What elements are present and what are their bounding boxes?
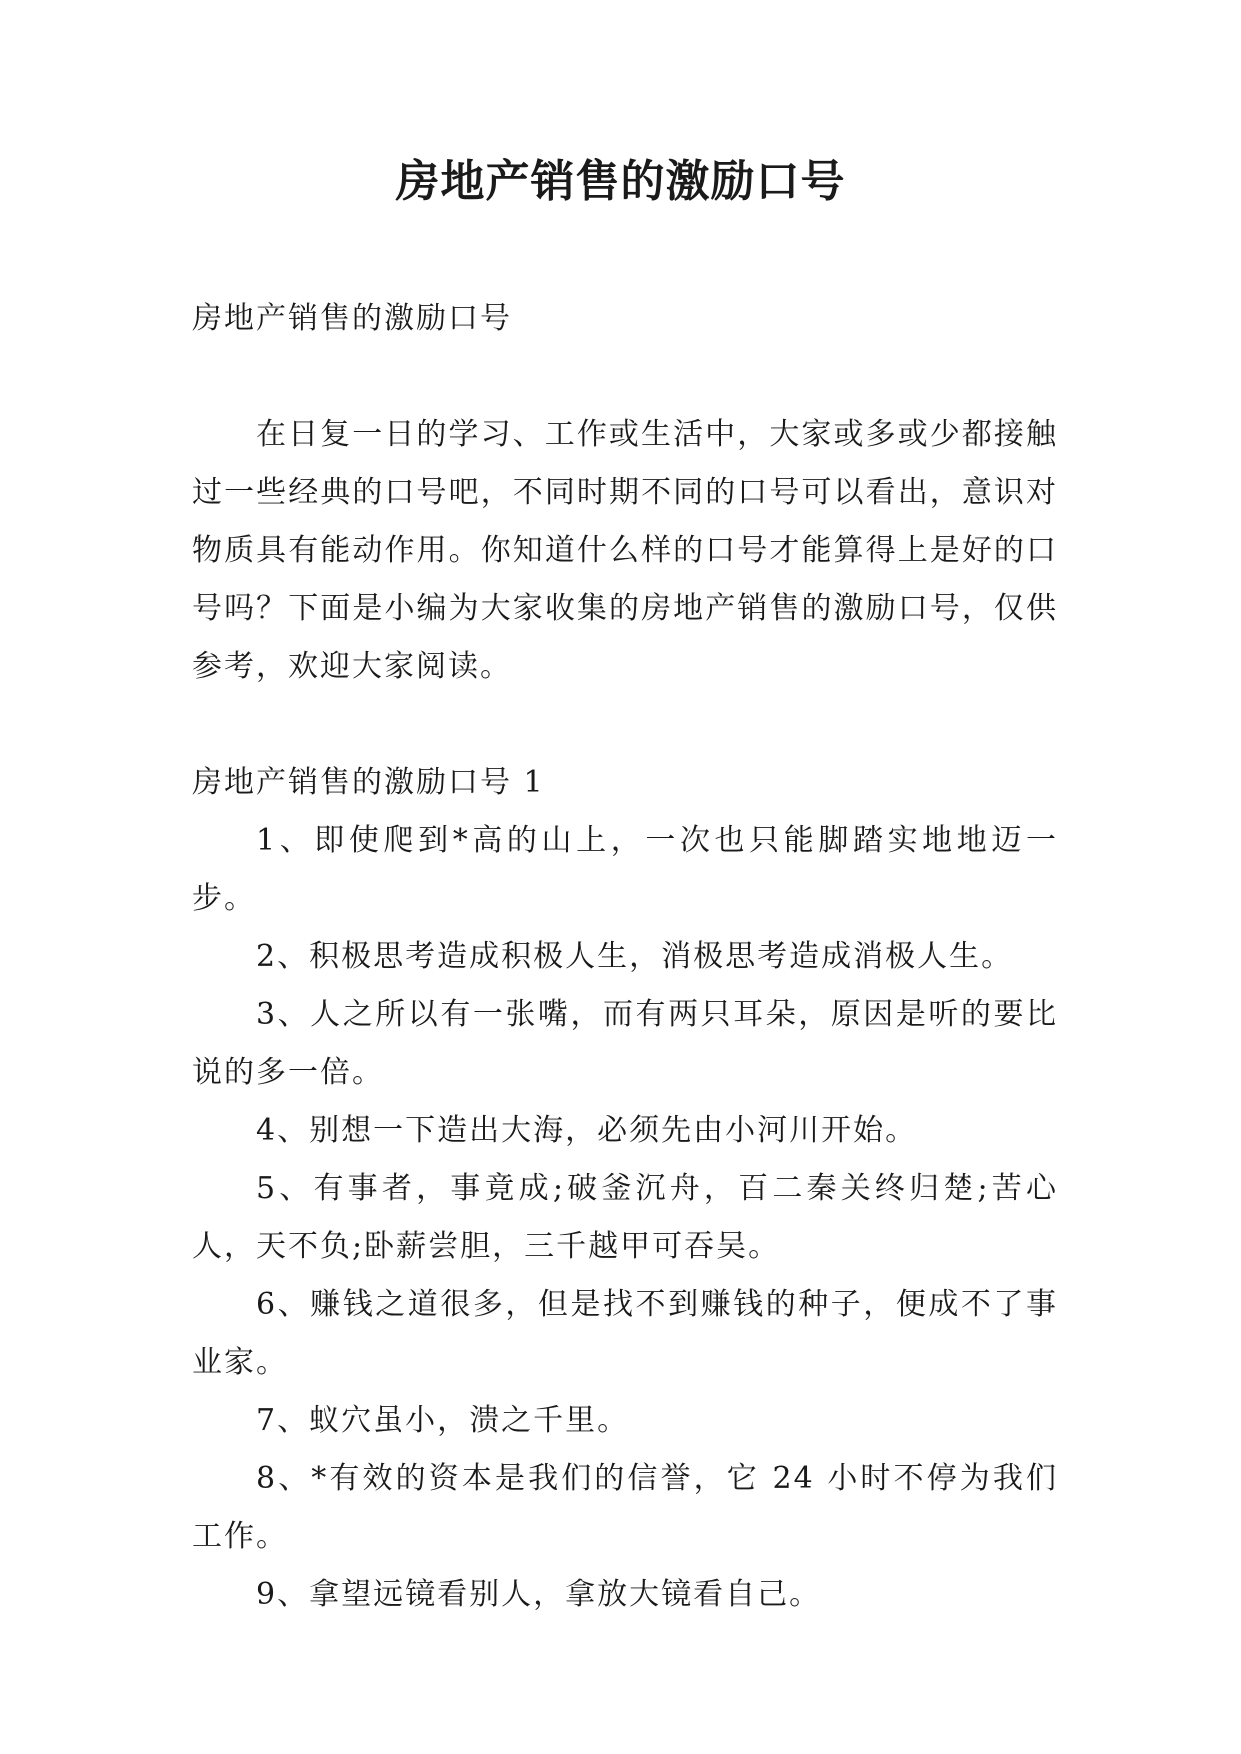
slogan-item: 9、拿望远镜看别人，拿放大镜看自己。 [256, 1577, 822, 1612]
document-body [192, 290, 1058, 1624]
document-subtitle: 房地产销售的激励口号 [192, 301, 512, 336]
document-title: 房地产销售的激励口号 [395, 156, 846, 207]
slogan-item: 2、积极思考造成积极人生，消极思考造成消极人生。 [256, 939, 1014, 974]
section-heading: 房地产销售的激励口号 1 [192, 765, 545, 800]
slogan-item: 3、人之所以有一张嘴，而有两只耳朵，原因是听的要比说的多一倍。 [192, 997, 1058, 1090]
slogan-item: 1、即使爬到*高的山上，一次也只能脚踏实地地迈一步。 [192, 823, 1058, 916]
slogan-item: 5、有事者，事竟成;破釜沉舟，百二秦关终归楚;苦心人，天不负;卧薪尝胆，三千越甲可吞吴。 [192, 1171, 1058, 1264]
slogan-item: 6、赚钱之道很多，但是找不到赚钱的种子，便成不了事业家。 [192, 1287, 1058, 1380]
slogan-item: 8、*有效的资本是我们的信誉，它 24 小时不停为我们工作。 [192, 1461, 1058, 1554]
slogan-item: 7、蚁穴虽小，溃之千里。 [256, 1403, 630, 1438]
slogan-item: 4、别想一下造出大海，必须先由小河川开始。 [256, 1113, 918, 1148]
intro-paragraph: 在日复一日的学习、工作或生活中，大家或多或少都接触过一些经典的口号吧，不同时期不同的口号可以看出，意识对物质具有能动作用。你知道什么样的口号才能算得上是好的口号吗？下面是小编为大家收集的房地产销售的激励口号，仅供参考，欢迎大家阅读。 [192, 417, 1058, 684]
